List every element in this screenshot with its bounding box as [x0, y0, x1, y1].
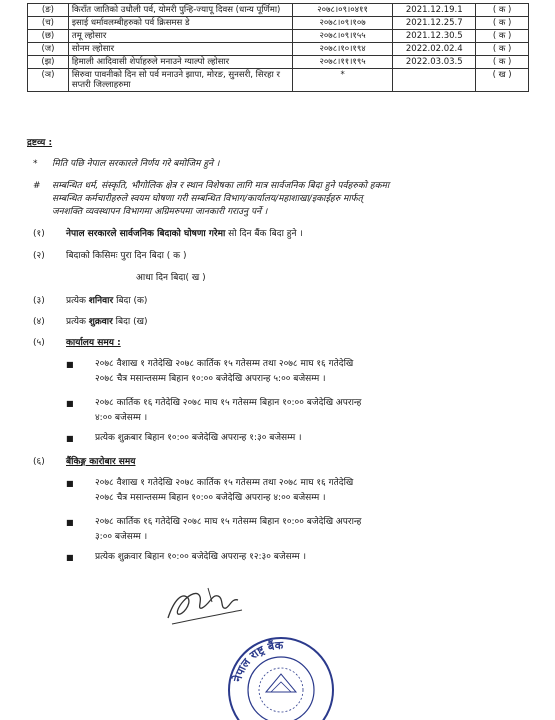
item-4-post: बिदा (ख) — [112, 317, 148, 327]
item-3-bold: शनिवार — [88, 296, 114, 306]
item-3-number: (३) — [33, 296, 45, 306]
item-1-number: (१) — [33, 229, 45, 239]
hash-note-line1: सम्बन्धित धर्म, संस्कृति, भौगोलिक क्षेत्र र स्थान विशेषका लागि मात्र सार्वजनिक बिदा हुने पर्वहरुको हकमा — [52, 181, 390, 191]
item-4-number: (४) — [33, 317, 45, 327]
row-serial: (ञ) — [28, 69, 69, 92]
row-serial: (ङ) — [28, 4, 69, 17]
item-3-pre: प्रत्येक — [66, 296, 89, 306]
hash-note-line2: सम्बन्धित कर्मचारीहरुले स्वयम घोषणा गरी सम्बन्धित विभाग/कार्यालय/महाशाखा/इकाईहरु मार्फत् — [52, 194, 363, 204]
item-4-pre: प्रत्येक — [66, 317, 89, 327]
star-note: मिति पछि नेपाल सरकारले निर्णय गरे बमोजिम हुने । — [52, 159, 220, 169]
item-2-line2: आधा दिन बिदा( ख ) — [136, 273, 206, 283]
item-6-bullet-1-line2: २०७८ चैत्र मसान्तसम्म बिहान १०:०० बजेदेखि अपरान्ह ४:०० बजेसम्म । — [95, 493, 326, 503]
row-serial: (छ) — [28, 30, 69, 43]
item-6-bullet-2-line1: २०७८ कार्तिक १६ गतेदेखि २०७८ माघ १५ गतेसम्म बिहान १०:०० बजेदेखि अपरान्ह — [95, 517, 362, 527]
row-holiday-name: तमू ल्होसार — [68, 30, 292, 43]
row-category: ( क ) — [476, 30, 529, 43]
row-nepali-date: २०७८।०९।०४११ — [292, 4, 393, 17]
item-6-number: (६) — [33, 457, 45, 467]
row-holiday-name: इसाई धर्मावलम्बीहरुको पर्व क्रिसमस डे — [68, 17, 292, 30]
item-1-text — [66, 228, 303, 240]
bullet-icon: ■ — [66, 518, 74, 527]
table-row — [28, 4, 529, 17]
bullet-icon: ■ — [66, 434, 74, 443]
row-holiday-name: हिमाली आदिवासी शेर्पाहरुले मनाउने ग्याल्पो ल्होसार — [68, 56, 292, 69]
row-category: ( ख ) — [476, 69, 529, 92]
hash-note-line3: जनशक्ति व्यवस्थापन विभागमा अग्रिमरुपमा जानकारी गराउनु पर्ने । — [52, 207, 268, 217]
row-category: ( क ) — [476, 17, 529, 30]
holiday-table — [27, 3, 529, 92]
row-english-date: 2022.03.03.5 — [393, 56, 476, 69]
item-5-heading: कार्यालय समय : — [66, 338, 121, 348]
table-row — [28, 17, 529, 30]
table-row — [28, 56, 529, 69]
item-3-post: बिदा (क) — [113, 296, 148, 306]
holiday-table-body — [28, 4, 529, 92]
bank-seal — [226, 628, 336, 720]
item-1-rest: सो दिन बैंक बिदा हुने । — [225, 229, 303, 239]
row-serial: (झ) — [28, 56, 69, 69]
bullet-icon: ■ — [66, 399, 74, 408]
row-serial: (च) — [28, 17, 69, 30]
row-holiday-name: सिरुवा पावनीको दिन सो पर्व मनाउने झापा, मोरङ, सुनसरी, सिरहा र सप्तरी जिल्लाहरुमा — [68, 69, 292, 92]
row-english-date — [393, 69, 476, 92]
item-4-bold: शुक्रवार — [88, 317, 113, 327]
item-5-number: (५) — [33, 338, 45, 348]
item-4-text — [66, 316, 147, 328]
row-english-date: 2021.12.19.1 — [393, 4, 476, 17]
item-1-bold: नेपाल सरकारले सार्वजनिक बिदाको घोषणा गरेमा — [66, 229, 226, 239]
row-english-date: 2021.12.30.5 — [393, 30, 476, 43]
item-5-bullet-3: प्रत्येक शुक्रबार बिहान १०:०० बजेदेखि अपरान्ह १:३० बजेसम्म । — [95, 433, 302, 443]
row-holiday-name: किराँत जातिको उधौली पर्व, योमरी पुन्हि-ज्यापू दिवस (धान्य पूर्णिमा) — [68, 4, 292, 17]
row-nepali-date: २०७८।११।१९५ — [292, 56, 393, 69]
row-serial: (ज) — [28, 43, 69, 56]
row-holiday-name: सोनम ल्होसार — [68, 43, 292, 56]
row-english-date: 2022.02.02.4 — [393, 43, 476, 56]
row-nepali-date: * — [292, 69, 393, 92]
seal-text: नेपाल राष्ट्र बैंक — [230, 638, 284, 684]
item-5-bullet-2-line2: ४:०० बजेसम्म । — [95, 413, 148, 423]
row-nepali-date: २०७८।१०।१९४ — [292, 43, 393, 56]
signature — [160, 580, 250, 630]
table-row — [28, 69, 529, 92]
item-2-number: (२) — [33, 251, 45, 261]
row-nepali-date: २०७८।०९।१५५ — [292, 30, 393, 43]
item-6-heading: बैंकिङ्ग कारोबार समय — [66, 457, 136, 467]
row-category: ( क ) — [476, 43, 529, 56]
bullet-icon: ■ — [66, 360, 74, 369]
row-english-date: 2021.12.25.7 — [393, 17, 476, 30]
star-note-marker: * — [33, 159, 38, 169]
item-2-line1: बिदाको किसिमः पुरा दिन बिदा ( क ) — [66, 251, 187, 261]
notes-heading: द्रष्टव्य : — [27, 138, 53, 148]
item-6-bullet-3: प्रत्येक शुक्रवार बिहान १०:०० बजेदेखि अपरान्ह १२:३० बजेसम्म । — [95, 552, 307, 562]
bullet-icon: ■ — [66, 479, 74, 488]
hash-note-marker: # — [33, 181, 41, 191]
table-row — [28, 30, 529, 43]
table-row — [28, 43, 529, 56]
item-6-bullet-2-line2: ३:०० बजेसम्म । — [95, 532, 148, 542]
row-category: ( क ) — [476, 4, 529, 17]
item-3-text — [66, 295, 147, 307]
item-6-bullet-1-line1: २०७८ वैशाख १ गतेदेखि २०७८ कार्तिक १५ गतेसम्म तथा २०७८ माघ १६ गतेदेखि — [95, 478, 354, 488]
row-category: ( क ) — [476, 56, 529, 69]
item-5-bullet-1-line2: २०७८ चैत्र मसान्तसम्म बिहान १०:०० बजेदेखि अपरान्ह ५:०० बजेसम्म । — [95, 374, 326, 384]
bullet-icon: ■ — [66, 553, 74, 562]
item-5-bullet-2-line1: २०७८ कार्तिक १६ गतेदेखि २०७८ माघ १५ गतेसम्म बिहान १०:०० बजेदेखि अपरान्ह — [95, 398, 362, 408]
item-5-bullet-1-line1: २०७८ वैशाख १ गतेदेखि २०७८ कार्तिक १५ गतेसम्म तथा २०७८ माघ १६ गतेदेखि — [95, 359, 354, 369]
row-nepali-date: २०७८।०९।१०७ — [292, 17, 393, 30]
